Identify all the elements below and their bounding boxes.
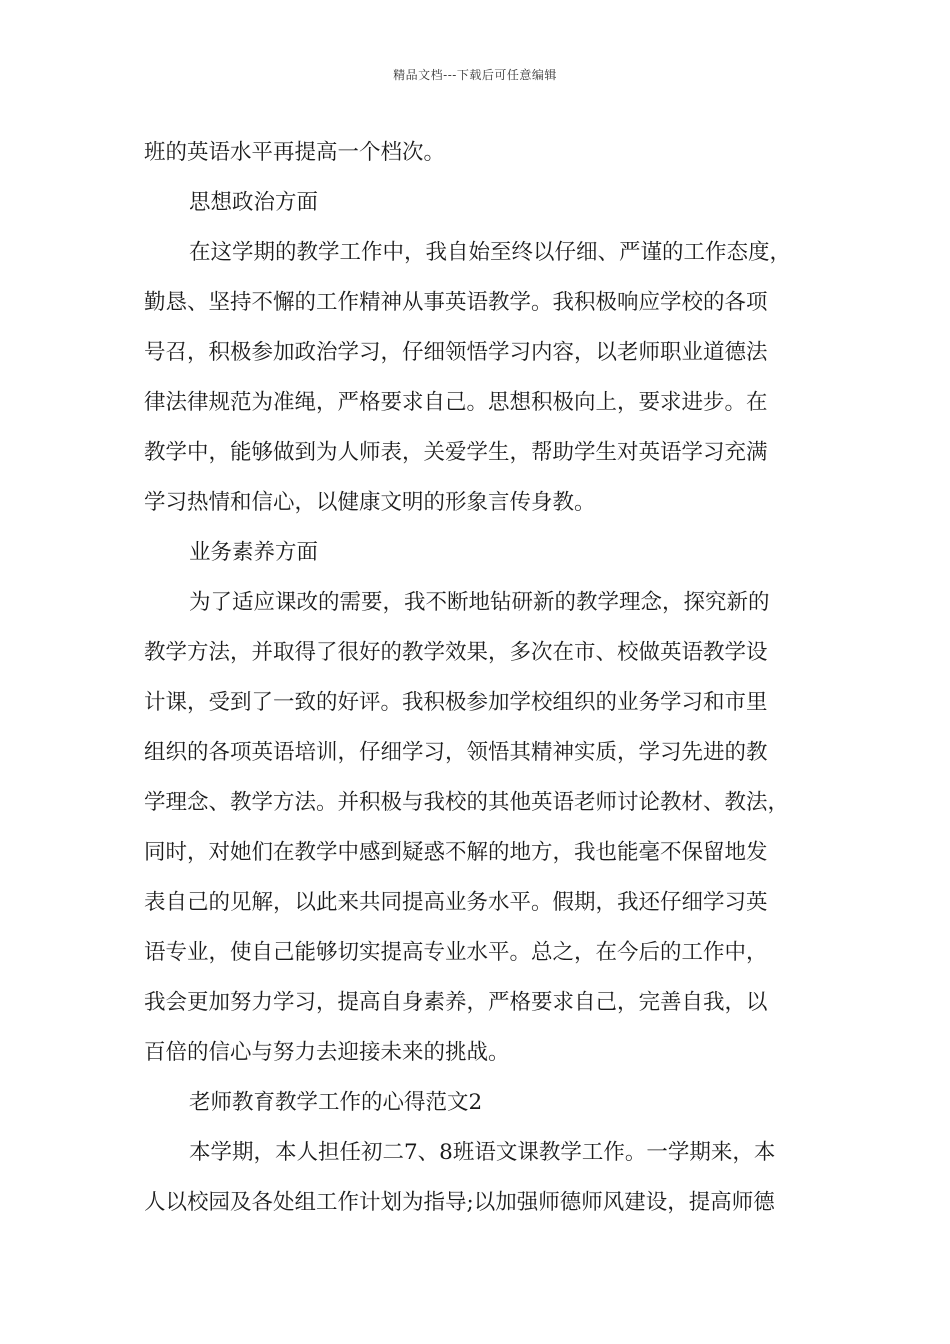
text-line: 学理念、教学方法。并积极与我校的其他英语老师讨论教材、教法， — [144, 790, 790, 815]
text-line: 本学期，本人担任初二7、8班语文课教学工作。一学期来，本 — [189, 1140, 776, 1165]
text-line: 为了适应课改的需要，我不断地钻研新的教学理念，探究新的 — [189, 590, 770, 615]
text-line: 号召，积极参加政治学习，仔细领悟学习内容，以老师职业道德法 — [144, 340, 768, 365]
text-line: 表自己的见解，以此来共同提高业务水平。假期，我还仔细学习英 — [144, 890, 768, 915]
text-line: 百倍的信心与努力去迎接未来的挑战。 — [144, 1040, 510, 1065]
text-line: 律法律规范为准绳，严格要求自己。思想积极向上，要求进步。在 — [144, 390, 768, 415]
text-line: 同时，对她们在教学中感到疑惑不解的地方，我也能毫不保留地发 — [144, 840, 768, 865]
text-line: 学习热情和信心，以健康文明的形象言传身教。 — [144, 490, 596, 515]
page-header: 精品文档---下载后可任意编辑 — [393, 68, 557, 82]
text-line: 语专业，使自己能够切实提高专业水平。总之，在今后的工作中， — [144, 940, 768, 965]
text-line: 在这学期的教学工作中，我自始至终以仔细、严谨的工作态度， — [189, 240, 792, 265]
text-line: 教学方法，并取得了很好的教学效果，多次在市、校做英语教学设 — [144, 640, 768, 665]
text-line: 我会更加努力学习，提高自身素养，严格要求自己，完善自我，以 — [144, 990, 768, 1015]
document-body — [144, 128, 814, 1228]
text-line: 班的英语水平再提高一个档次。 — [144, 140, 446, 165]
text-line: 计课，受到了一致的好评。我积极参加学校组织的业务学习和市里 — [144, 690, 768, 715]
text-line: 组织的各项英语培训，仔细学习，领悟其精神实质，学习先进的教 — [144, 740, 768, 765]
text-line: 人以校园及各处组工作计划为指导;以加强师德师风建设，提高师德 — [144, 1190, 775, 1215]
text-line: 教学中，能够做到为人师表，关爱学生，帮助学生对英语学习充满 — [144, 440, 768, 465]
text-line: 思想政治方面 — [189, 190, 319, 215]
text-line: 老师教育教学工作的心得范文2 — [189, 1090, 483, 1115]
text-line: 业务素养方面 — [189, 540, 319, 565]
text-line: 勤恳、坚持不懈的工作精神从事英语教学。我积极响应学校的各项 — [144, 290, 768, 315]
